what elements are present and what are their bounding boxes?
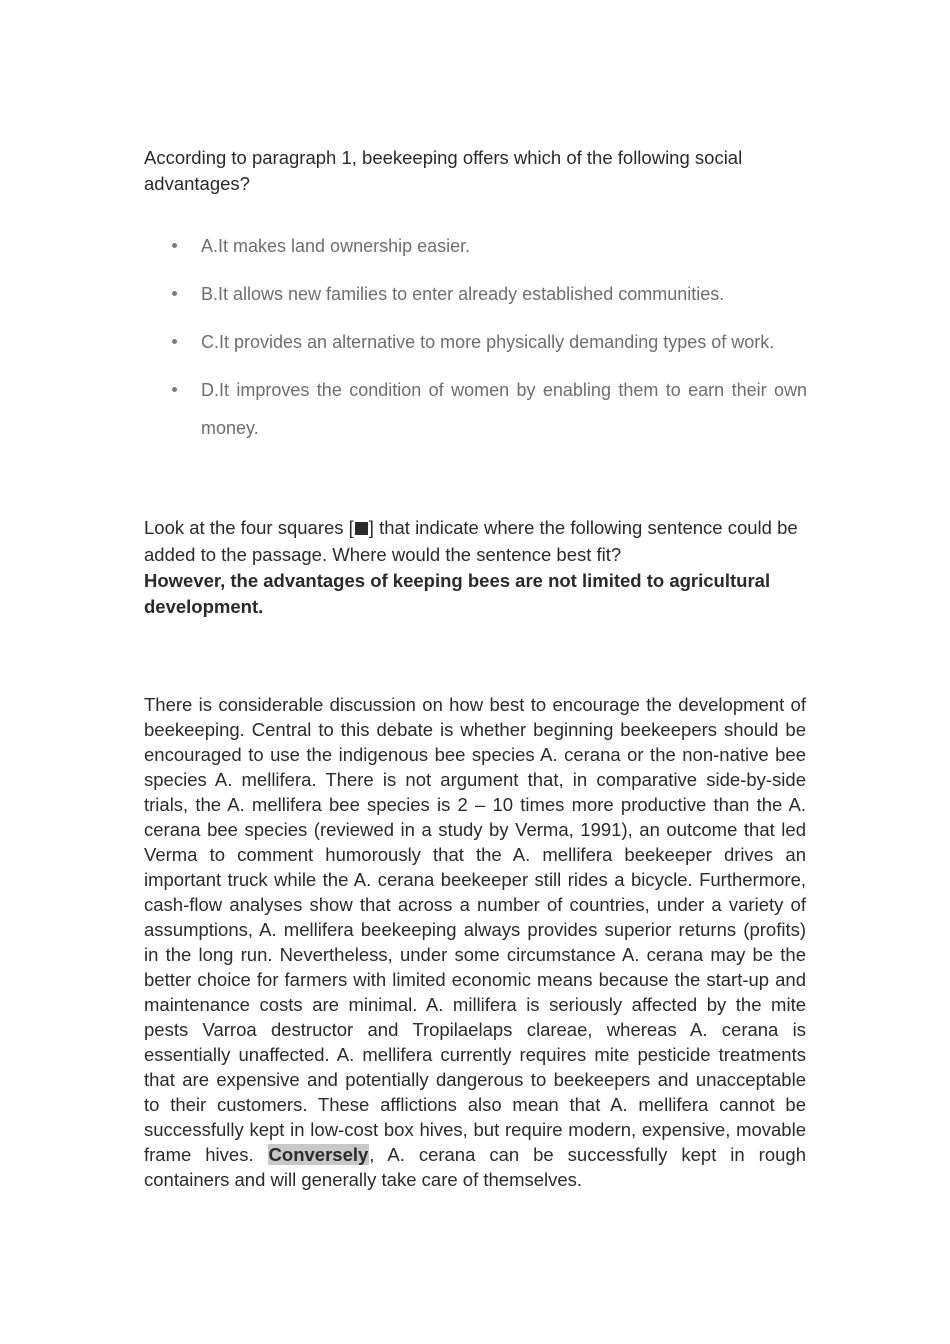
insert-sentence: However, the advantages of keeping bees are not limited to agricultural development. [144, 570, 771, 617]
insert-prompt-before: Look at the four squares [ [144, 517, 354, 538]
option-b-label: B.It allows new families to enter already established communities. [201, 284, 725, 304]
answer-options-list [144, 227, 807, 457]
insert-sentence-prompt [144, 514, 807, 568]
bullet-icon [172, 387, 177, 392]
insert-prompt-after: ] that indicate where the following sentence could be added to the passage. Where would the sentence best fit? [144, 517, 798, 565]
bullet-icon [172, 243, 177, 248]
option-d-label: D.It improves the condition of women by enabling them to earn their own money. [201, 380, 807, 438]
passage-paragraph [144, 692, 806, 1192]
passage-text-after: , A. cerana can be successfully kept in rough containers and will generally take care of themselves. [144, 1144, 806, 1190]
question-text: According to paragraph 1, beekeeping offers which of the following social advantages? [144, 147, 743, 194]
option-d[interactable] [144, 371, 807, 447]
option-b[interactable] [144, 275, 807, 313]
passage-text-before: There is considerable discussion on how best to encourage the development of beekeeping. Central to this debate is whether beginning beekeepers should be encouraged to use the indigenous bee species A. cerana or the non-native bee species A. mellifera. There is not argument that, in comparative side-by-side trials, the A. mellifera bee species is 2 – 10 times more productive than the A. cerana bee species (reviewed in a study by Verma, 1991), an outcome that led Verma to comment humorously that the A. mellifera beekeeper drives an important truck while the A. cerana beekeeper still rides a bicycle. Furthermore, cash-flow analyses show that across a number of countries, under a variety of assumptions, A. mellifera beekeeping always provides superior returns (profits) in the long run. Nevertheless, under some circumstance A. cerana may be the better choice for farmers with limited economic means because the start-up and maintenance costs are minimal. A. millifera is seriously affected by the mite pests Varroa destructor and Tropilaelaps clareae, whereas A. cerana is essentially unaffected. A. mellifera currently requires mite pesticide treatments that are expensive and potentially dangerous to beekeepers and unacceptable to their customers. These afflictions also mean that A. mellifera cannot be successfully kept in low-cost box hives, but require modern, expensive, movable frame hives. [144, 694, 806, 1165]
bullet-icon [172, 291, 177, 296]
option-a[interactable] [144, 227, 807, 265]
option-c[interactable] [144, 323, 807, 361]
black-square-icon [355, 522, 368, 535]
option-a-label: A.It makes land ownership easier. [201, 236, 471, 256]
highlighted-word: Conversely [268, 1144, 369, 1165]
bullet-icon [172, 339, 177, 344]
option-c-label: C.It provides an alternative to more physically demanding types of work. [201, 332, 775, 352]
